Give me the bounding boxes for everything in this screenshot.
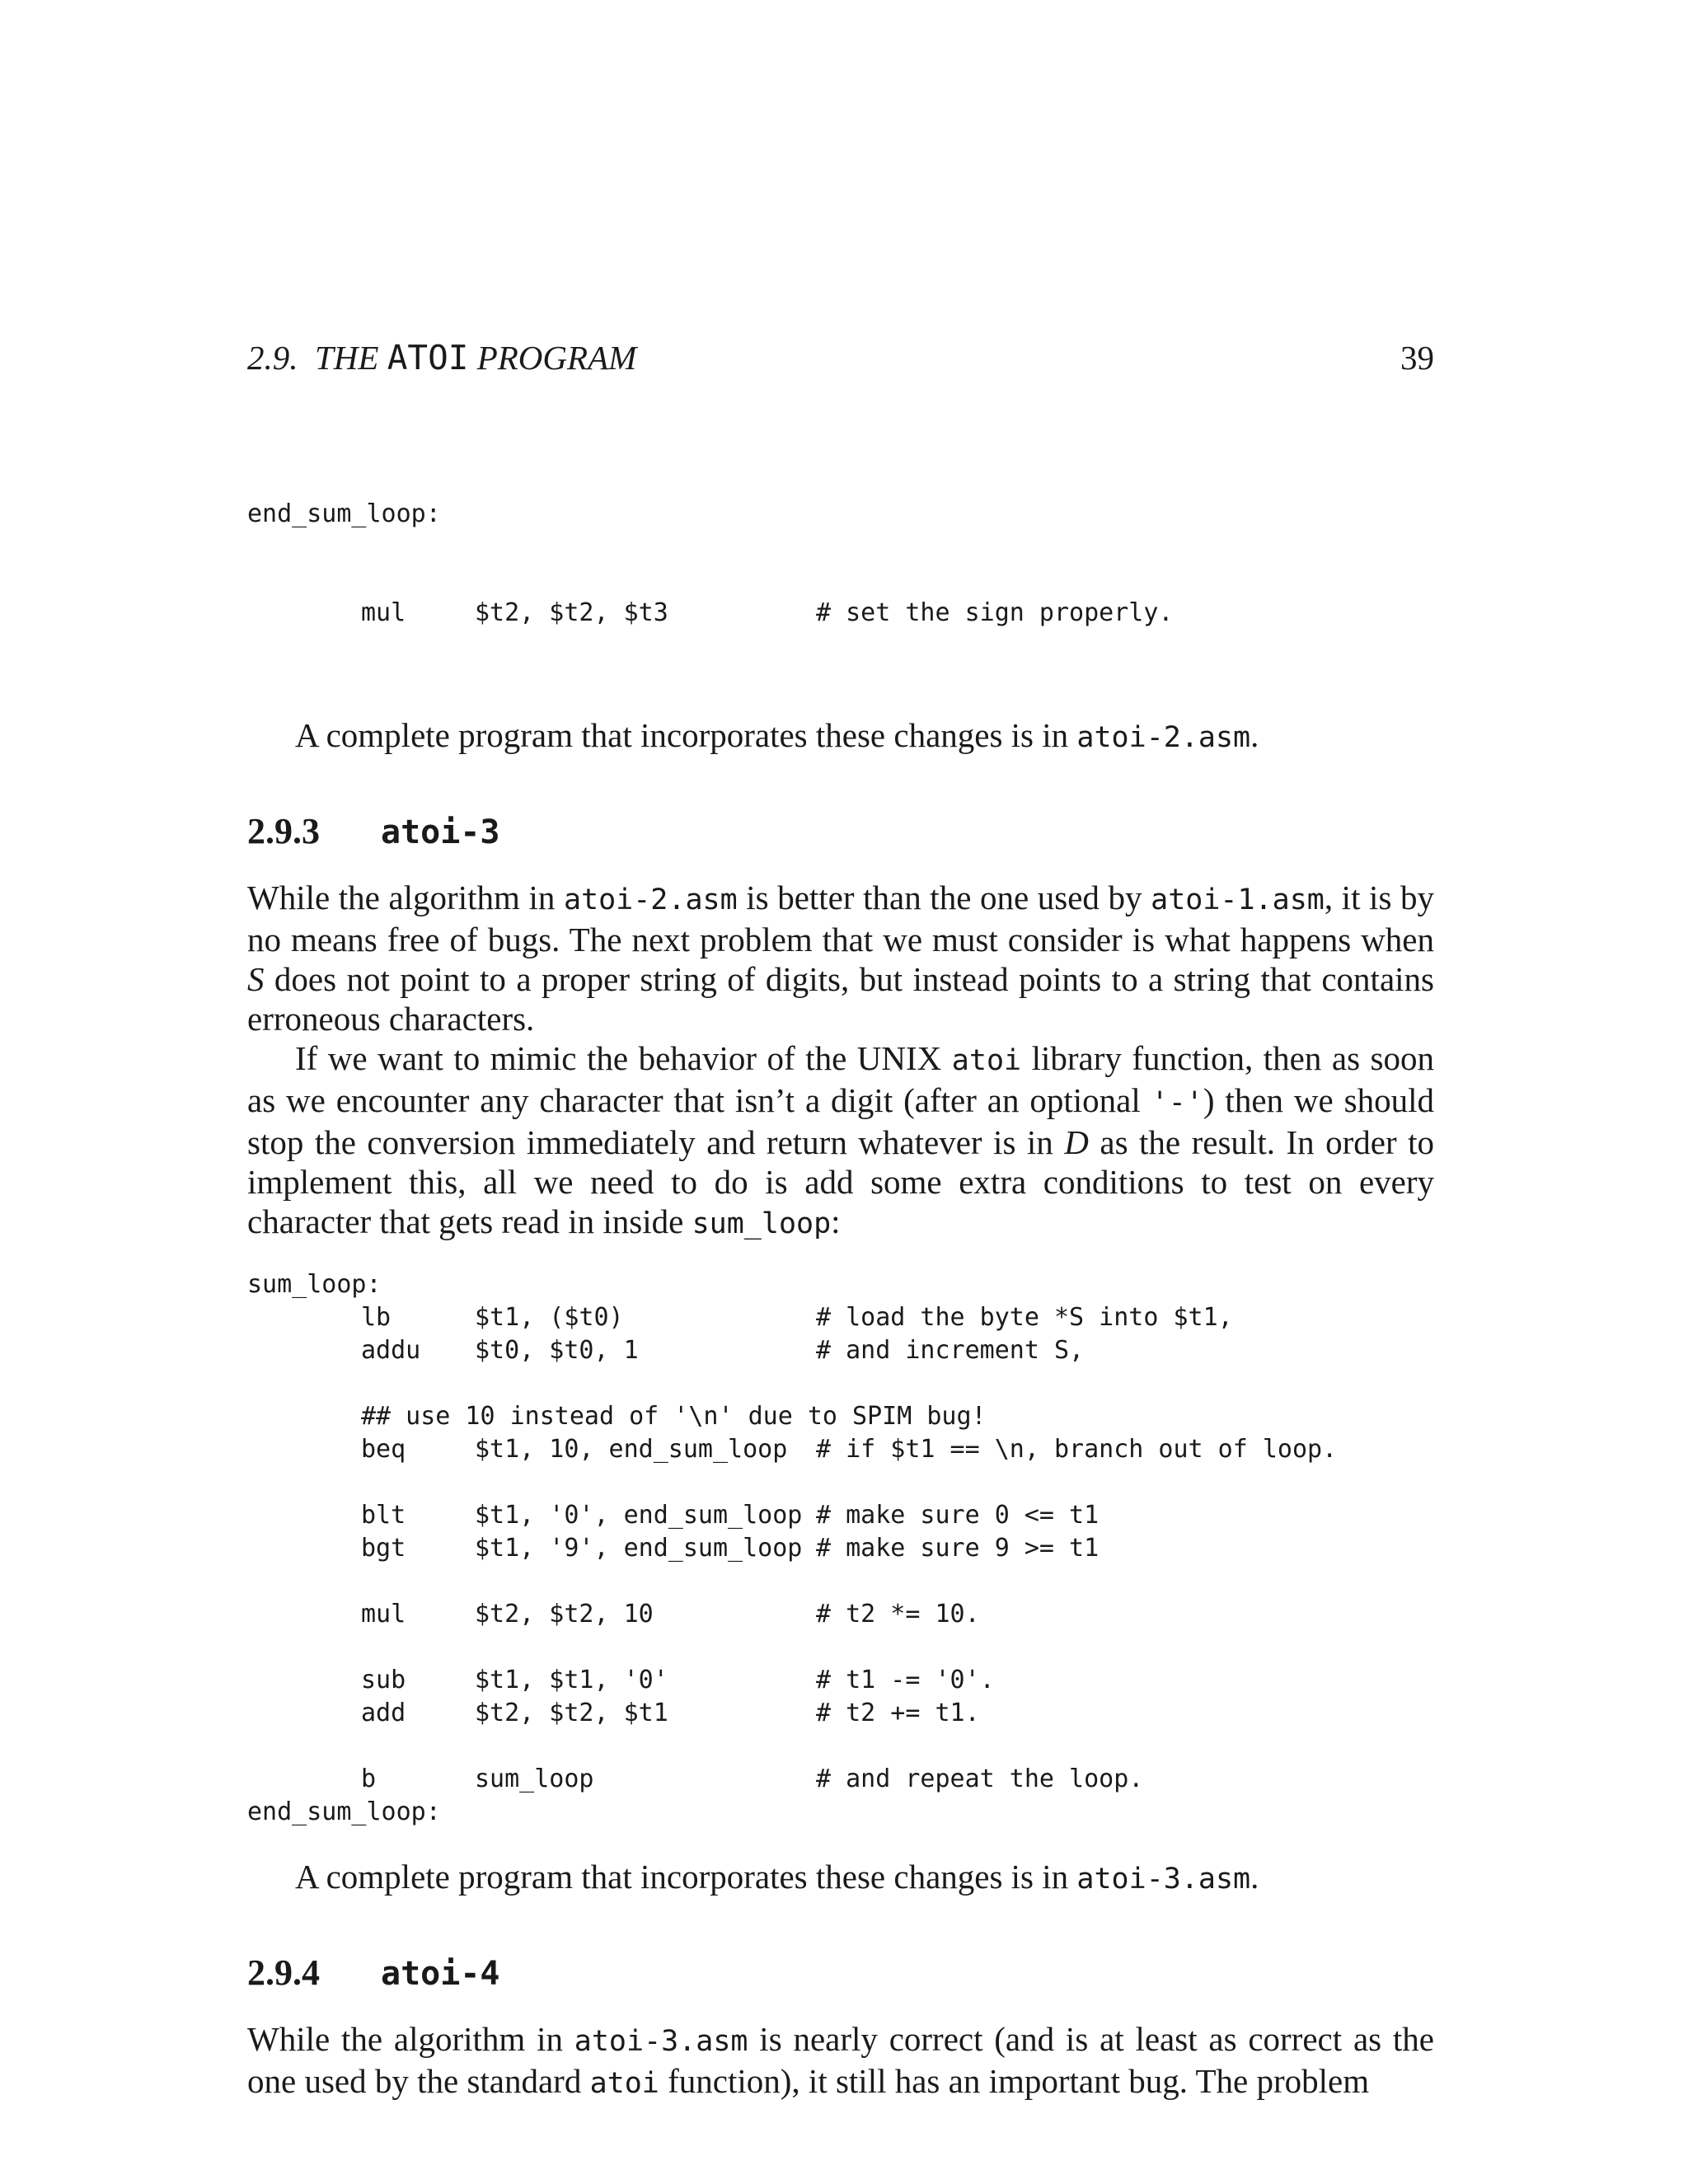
- code-args: $t2, $t2, 10: [475, 1600, 654, 1629]
- paragraph-end: .: [1250, 1858, 1259, 1896]
- code-line: [247, 1268, 1434, 1301]
- paragraph-text: :: [831, 1202, 841, 1240]
- section-heading-2-9-3: [247, 810, 1434, 860]
- paragraph-text: function), it still has an important bug. The problem: [659, 2062, 1370, 2100]
- code-label: sum_loop:: [247, 1270, 382, 1299]
- code-args: $t1, 10, end_sum_loop: [475, 1435, 788, 1464]
- code-line: [247, 1532, 1434, 1565]
- code-line: [247, 597, 1434, 630]
- paragraph-text: is better than the one used by: [737, 879, 1151, 916]
- code-op: add: [361, 1699, 406, 1727]
- file-name-atoi-3: atoi-3.asm: [574, 2025, 748, 2058]
- paragraph-text: While the algorithm in: [247, 2020, 574, 2058]
- code-comment: # and increment S,: [816, 1336, 1085, 1365]
- section-title: atoi-3: [381, 813, 500, 851]
- paragraph-text: as the result. In order to implement this, all we need to do is add some extra conditions to test on every character that gets read in inside: [247, 1123, 1434, 1240]
- file-name-atoi-1: atoi-1.asm: [1151, 883, 1325, 916]
- paragraph-end: .: [1250, 716, 1259, 754]
- code-args: $t1, '9', end_sum_loop: [475, 1534, 803, 1563]
- code-block-sum-loop: [247, 1268, 1434, 1829]
- code-line: [247, 1796, 1434, 1829]
- variable-d: D: [1064, 1123, 1089, 1161]
- paragraph-atoi4-intro: [247, 2019, 1434, 2103]
- code-op: mul: [361, 1600, 406, 1629]
- code-comment: # t2 += t1.: [816, 1699, 980, 1727]
- section-title: atoi-4: [381, 1955, 500, 1993]
- code-atoi: atoi: [589, 2067, 659, 2100]
- code-comment: # make sure 9 >= t1: [816, 1534, 1100, 1563]
- code-line: [247, 1631, 1434, 1664]
- running-head-title-mono: ATOI: [387, 338, 469, 377]
- code-sum-loop: sum_loop: [692, 1207, 832, 1240]
- code-line: [247, 1499, 1434, 1532]
- paragraph-text: is nearly correct (and is at least as correct as the one used by the standard: [247, 2020, 1434, 2100]
- code-line: [247, 1301, 1434, 1334]
- code-op: ## use 10 instead of '\n' due to SPIM bug!: [361, 1402, 987, 1431]
- code-block-sign: [247, 432, 1434, 696]
- code-op: beq: [361, 1435, 406, 1464]
- code-line: [247, 1763, 1434, 1796]
- code-comment: # and repeat the loop.: [816, 1765, 1144, 1793]
- code-args: $t1, '0', end_sum_loop: [475, 1501, 803, 1530]
- code-op: b: [361, 1765, 377, 1793]
- code-comment: # set the sign properly.: [816, 598, 1174, 627]
- code-args: sum_loop: [475, 1765, 594, 1793]
- code-line: [247, 1730, 1434, 1763]
- section-number: 2.9.4: [247, 1952, 320, 1993]
- code-atoi: atoi: [951, 1044, 1022, 1077]
- code-line: [247, 1664, 1434, 1697]
- code-op: addu: [361, 1336, 421, 1365]
- code-minus-char: '-': [1151, 1086, 1203, 1119]
- paragraph-atoi3-complete: [247, 1857, 1434, 1899]
- file-name-atoi-3: atoi-3.asm: [1076, 1863, 1251, 1896]
- code-line: [247, 1466, 1434, 1499]
- paragraph-text: While the algorithm in: [247, 879, 564, 916]
- running-head-title: [247, 338, 636, 377]
- code-line: [247, 1565, 1434, 1598]
- code-comment: # make sure 0 <= t1: [816, 1501, 1100, 1530]
- variable-s: S: [247, 960, 265, 998]
- paragraph-unix-atoi: [247, 1038, 1434, 1244]
- paragraph-text: does not point to a proper string of digits, but instead points to a string that contains erroneous characters.: [247, 960, 1434, 1038]
- code-label: end_sum_loop:: [247, 499, 441, 528]
- paragraph-atoi3-intro: [247, 878, 1434, 1038]
- code-line: [247, 1367, 1434, 1400]
- file-name-atoi-2: atoi-2.asm: [1076, 721, 1251, 754]
- running-head-title-post: PROGRAM: [468, 339, 637, 377]
- code-comment: # t2 *= 10.: [816, 1600, 980, 1629]
- code-label: end_sum_loop:: [247, 1797, 441, 1826]
- document-page: [247, 338, 1434, 2103]
- code-comment: # load the byte *S into $t1,: [816, 1303, 1233, 1332]
- code-comment: # t1 -= '0'.: [816, 1666, 995, 1694]
- paragraph-text: , it is by no means free of bugs. The next problem that we must consider is what happens when: [247, 879, 1434, 958]
- code-args: $t1, $t1, '0': [475, 1666, 668, 1694]
- paragraph-text: If we want to mimic the behavior of the UNIX: [295, 1039, 952, 1077]
- code-args: $t2, $t2, $t3: [475, 598, 668, 627]
- code-comment: # if $t1 == \n, branch out of loop.: [816, 1435, 1338, 1464]
- code-args: $t2, $t2, $t1: [475, 1699, 668, 1727]
- running-head-section: 2.9.: [247, 339, 298, 377]
- code-line: [247, 1598, 1434, 1631]
- paragraph-text: A complete program that incorporates these changes is in: [295, 1858, 1077, 1896]
- page-number: 39: [1400, 339, 1434, 377]
- code-op: blt: [361, 1501, 406, 1530]
- running-head: [247, 338, 1434, 387]
- code-args: $t0, $t0, 1: [475, 1336, 639, 1365]
- code-line: [247, 498, 1434, 531]
- file-name-atoi-2: atoi-2.asm: [563, 883, 738, 916]
- code-line: [247, 1697, 1434, 1730]
- code-line: [247, 1334, 1434, 1367]
- section-number: 2.9.3: [247, 811, 320, 851]
- code-op: mul: [361, 598, 406, 627]
- code-line: [247, 1433, 1434, 1466]
- running-head-title-pre: THE: [315, 339, 387, 377]
- code-op: sub: [361, 1666, 406, 1694]
- paragraph-text: A complete program that incorporates these changes is in: [295, 716, 1077, 754]
- code-op: lb: [361, 1303, 392, 1332]
- section-heading-2-9-4: [247, 1952, 1434, 2001]
- paragraph-text: ) then we should stop the conversion immediately and return whatever is in: [247, 1081, 1434, 1161]
- paragraph-text: library function, then as soon as we encounter any character that isn’t a digit (after an optional: [247, 1039, 1434, 1119]
- code-line: [247, 1400, 1434, 1433]
- paragraph-atoi2-complete: [247, 715, 1434, 757]
- code-args: $t1, ($t0): [475, 1303, 624, 1332]
- code-op: bgt: [361, 1534, 406, 1563]
